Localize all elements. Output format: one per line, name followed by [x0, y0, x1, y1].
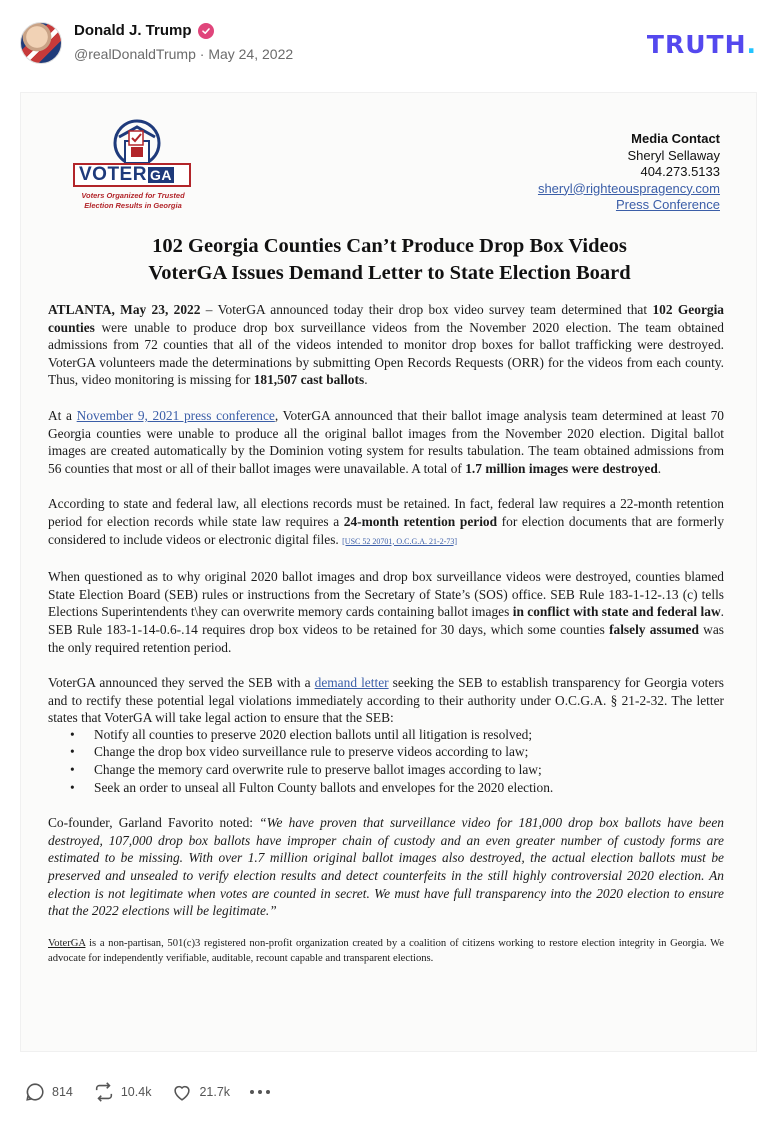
list-item: • Notify all counties to preserve 2020 election ballots until all litigation is resolved;	[48, 726, 724, 744]
reply-button[interactable]	[24, 1081, 73, 1103]
contact-phone: 404.273.5133	[640, 164, 720, 179]
retruth-count: 10.4k	[120, 1085, 152, 1099]
list-item: • Change the drop box video surveillance rule to preserve videos according to law;	[48, 743, 724, 761]
footer-org: VoterGA	[48, 937, 86, 949]
p3-text-2: for election documents that are formerly considered to include videos or electronic digital files.	[48, 513, 725, 547]
author-handle[interactable]: @realDonaldTrump	[74, 46, 196, 62]
post-actions	[24, 1078, 270, 1106]
p2-text-3: .	[657, 460, 662, 476]
demands-list	[48, 726, 724, 796]
like-count: 21.7k	[199, 1085, 231, 1099]
author-row	[74, 22, 214, 39]
retruth-button[interactable]	[93, 1081, 152, 1103]
post-header	[0, 0, 777, 90]
voterga-tagline	[73, 191, 193, 211]
p4-text-3: was the only required retention period.	[48, 621, 724, 655]
document-footer	[48, 936, 724, 966]
document-body	[48, 301, 724, 984]
avatar[interactable]	[20, 22, 62, 64]
attached-document-image[interactable]	[20, 92, 757, 1052]
reply-count: 814	[52, 1085, 73, 1099]
retruth-icon	[93, 1081, 115, 1103]
p1-bold-2: 181,507 cast ballots	[253, 372, 365, 388]
list-item: • Change the memory card overwrite rule to preserve ballot images according to law;	[48, 761, 724, 779]
reply-icon	[24, 1081, 46, 1103]
verified-badge-icon	[198, 23, 214, 39]
contact-name: Sheryl Sellaway	[627, 147, 720, 163]
paragraph-3	[48, 495, 724, 550]
press-conference-date-link: November 9, 2021 press conference	[76, 407, 275, 423]
title-line-1: 102 Georgia Counties Can’t Produce Drop Box Videos	[152, 235, 627, 257]
like-button[interactable]	[171, 1081, 230, 1103]
contact-label: Media Contact	[631, 131, 720, 146]
p4-bold-1: in conflict with state and federal law	[512, 604, 721, 620]
list-item: • Seek an order to unseal all Fulton County ballots and envelopes for the 2020 election.	[48, 779, 724, 797]
truth-logo-text: TRUTH	[646, 30, 747, 59]
p1-text-3: .	[364, 372, 368, 388]
p1-bold-1: 102 Georgia counties	[48, 302, 724, 335]
title-line-2: VoterGA Issues Demand Letter to State Election Board	[148, 262, 631, 284]
press-conference-link: Press Conference	[615, 197, 720, 212]
p4-bold-2: falsely assumed	[609, 621, 699, 637]
law-citation: [USC 52 20701, O.C.G.A. 21-2-73]	[342, 536, 458, 546]
contact-email: sheryl@righteouspragency.com	[537, 180, 720, 196]
wordmark-ga: GA	[149, 167, 172, 183]
favorito-quote: “We have proven that surveillance video for 181,000 drop box ballots have been destroyed, 107,000 drop box ballots have improper chain of custody and an even greater number of custody forms are estimated to be missing. With over 1.7 million original ballot images also destroyed, the actual election ballots must be preserved and unsealed to verify election results and detect counterfeits in the still highly controversial 2020 election. An election is not legitimate when votes are counted in secret. We must have full transparency into the 2020 election to ensure that the 2022 elections will be legitimate.”	[48, 815, 724, 919]
tagline-line-2: Election Results in Georgia	[84, 201, 182, 210]
p4-text-2: . SEB Rule 183-1-14-0.6-.14 requires drop box videos to be retained for 30 days, which some counties	[48, 604, 724, 637]
voterga-wordmark	[73, 163, 191, 187]
p3-bold-1: 24-month retention period	[343, 513, 498, 529]
wordmark-voter: VOTER	[79, 164, 147, 185]
p3-text-1: According to state and federal law, all elections records must be retained. In fact, federal law requires a 22-month retention period for election records while state law requires a	[48, 496, 724, 529]
document-title	[21, 233, 758, 287]
p2-bold-1: 1.7 million images were destroyed	[465, 460, 658, 476]
paragraph-5	[48, 674, 724, 727]
paragraph-1	[48, 301, 724, 389]
post-meta	[74, 46, 293, 62]
like-icon	[171, 1081, 193, 1103]
p2-text-1: At a	[48, 407, 77, 423]
p1-text-2: were unable to produce drop box surveillance videos from the November 2020 election. The team obtained admissions from 72 counties that all of the videos intended to monitor drop boxes for ballot trafficking were destroyed. VoterGA volunteers made the determinations by submitting Open Records Requests (ORR) for the videos from each county. Thus, video monitoring is missing for	[48, 319, 724, 388]
dateline: ATLANTA, May 23, 2022	[48, 302, 201, 317]
footer-text: is a non-partisan, 501(c)3 registered non-profit organization created by a coalition of citizens working to restore election integrity in Georgia. We advocate for independently verifiable, auditable, recount capable and transparent elections.	[48, 937, 724, 964]
p1-text-1: – VoterGA announced today their drop box video survey team determined that	[200, 302, 653, 317]
media-contact	[538, 131, 720, 214]
p6-text-1: Co-founder, Garland Favorito noted:	[48, 815, 260, 831]
demand-letter-link: demand letter	[314, 675, 389, 691]
truth-social-logo[interactable]	[647, 30, 757, 59]
more-icon[interactable]	[250, 1090, 270, 1094]
author-name[interactable]: Donald J. Trump	[74, 22, 192, 39]
p2-text-2: , VoterGA announced that their ballot image analysis team determined at least 70 Georgia counties were unable to produce all the original ballot images from the November 2020 election. Digital ballot images are created automatically by the Dominion voting system for results tabulation. The team obtained admissions from 56 counties that most or all of their ballot images were unavailable. A total of	[48, 407, 724, 476]
paragraph-2	[48, 407, 724, 477]
truth-logo-dot: .	[746, 30, 757, 59]
paragraph-6	[48, 814, 724, 920]
p4-text-1: When questioned as to why original 2020 ballot images and drop box surveillance videos were destroyed, counties blamed State Election Board (SEB) rules or instructions from the Secretary of State’s (SOS) office. SEB Rule 183-1-12-.13 (c) tells Elections Superintendents t\hey can overwrite memory cards containing ballot images	[48, 569, 724, 620]
paragraph-4	[48, 568, 724, 656]
voterga-logo	[51, 119, 221, 219]
meta-separator: ·	[199, 46, 205, 62]
p5-text-2: seeking the SEB to establish transparency for Georgia voters and to rectify these potential legal violations immediately according to their authority under O.C.G.A. § 21-2-32. The letter states that VoterGA will take legal action to ensure that the SEB:	[48, 675, 724, 726]
p5-text-1: VoterGA announced they served the SEB with a	[48, 675, 315, 691]
post-date[interactable]: May 24, 2022	[208, 46, 294, 62]
tagline-line-1: Voters Organized for Trusted	[81, 191, 185, 200]
